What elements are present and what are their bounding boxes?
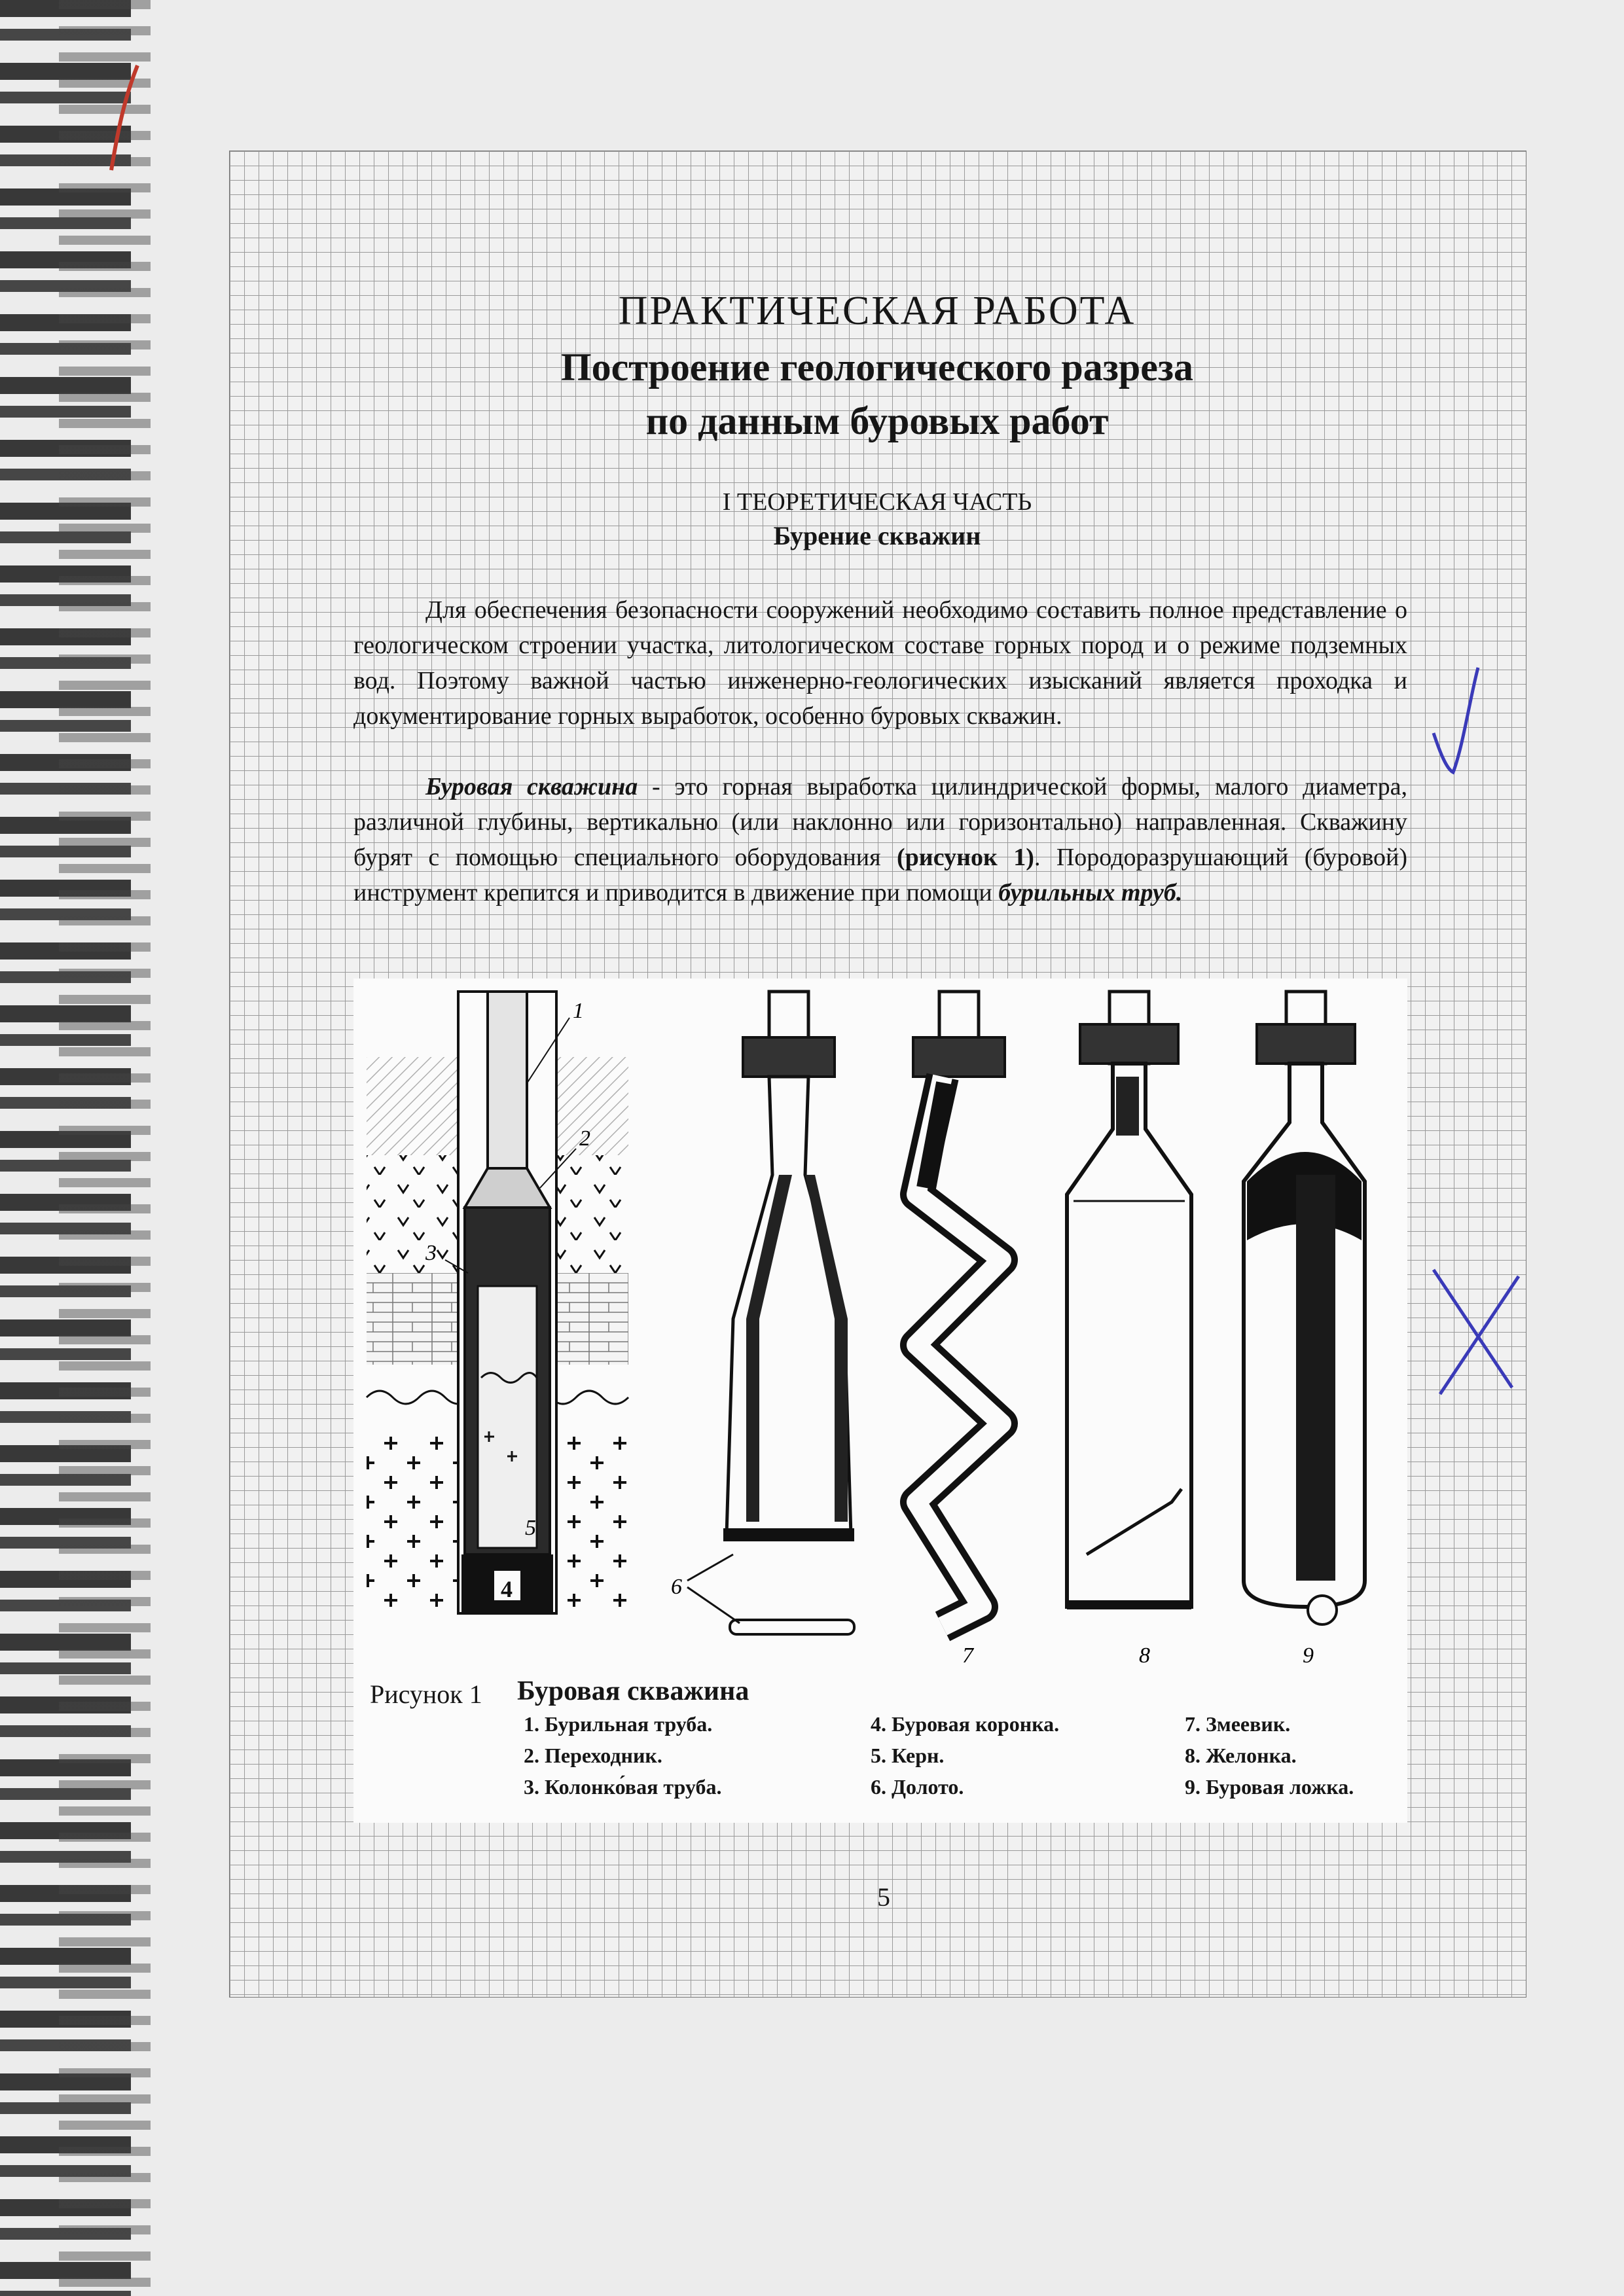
tool-chisel-bit: [687, 992, 854, 1634]
legend-column-3: [1185, 1708, 1354, 1803]
figure-caption-title: Буровая скважина: [517, 1676, 749, 1706]
legend-item: 1. Бурильная труба.: [524, 1712, 713, 1736]
tool-spoon: [1244, 992, 1365, 1624]
label-5: 5: [525, 1516, 536, 1540]
borehole-section: [367, 992, 628, 1613]
paragraph-1-block: [353, 592, 1407, 734]
legend-column-2: [871, 1708, 1059, 1803]
legend-item: 8. Желонка.: [1185, 1744, 1297, 1767]
legend-column-1: [524, 1708, 721, 1803]
subtitle-line-2: по данным буровых работ: [645, 399, 1109, 442]
page-title: ПРАКТИЧЕСКАЯ РАБОТА: [618, 289, 1136, 333]
legend-item: 6. Долото.: [871, 1775, 964, 1799]
legend-item: 7. Змеевик.: [1185, 1712, 1291, 1736]
legend-item: 2. Переходник.: [524, 1744, 662, 1767]
label-7: 7: [962, 1643, 973, 1666]
label-2: 2: [579, 1126, 590, 1151]
label-8: 8: [1139, 1643, 1150, 1666]
paragraph-1-text: Для обеспечения безопасности сооружений необходимо составить полное представление о геологическом строении участка, литологическом составе горных пород и о режиме подземных вод. Поэтому важной частью инженерно-геологических изысканий является проходка и документирование горных выработок, особенно буровых скважин.: [353, 596, 1407, 730]
red-pen-mark: [98, 59, 157, 177]
paragraph-2-text-a: - это горная выработка цилиндрической формы, малого диаметра, различной глубины, вертикально (или наклонно или горизонтально) направленная. Скважину бурят с помощью специального оборудования: [353, 773, 1407, 871]
scanner-edge-noise-secondary: [59, 0, 151, 2296]
term-drill-pipes: бурильных труб.: [998, 879, 1183, 906]
label-1: 1: [573, 999, 584, 1023]
label-3: 3: [425, 1241, 437, 1265]
figure-borehole: [353, 978, 1407, 1823]
handwritten-cross-icon: [1420, 1257, 1525, 1401]
tool-auger: [913, 992, 1005, 1626]
legend-item: 5. Керн.: [871, 1744, 945, 1767]
legend-item: 3. Колонко́вая труба.: [524, 1775, 722, 1799]
term-borehole: Буровая скважина: [425, 773, 638, 800]
paragraph-2-text-b: . Породоразрушающий (буровой) инструмент крепится и приводится в движение при помощи: [353, 844, 1407, 906]
label-4: 4: [501, 1576, 513, 1602]
paragraph-2: [353, 769, 1407, 910]
figure-caption-label: Рисунок 1: [370, 1679, 482, 1709]
page-subtitle: [229, 340, 1525, 448]
section-subheading: Бурение скважин: [773, 521, 981, 550]
paragraph-1: [353, 592, 1407, 734]
section-heading: I ТЕОРЕТИЧЕСКАЯ ЧАСТЬ: [722, 488, 1032, 516]
figure-reference: (рисунок 1): [897, 844, 1034, 871]
tool-bailer: [1067, 992, 1191, 1609]
subtitle-line-1: Построение геологического разреза: [560, 346, 1193, 389]
label-6: 6: [671, 1575, 682, 1599]
page-number: 5: [877, 1882, 890, 1912]
legend-item: 9. Буровая ложка.: [1185, 1775, 1354, 1799]
label-9: 9: [1303, 1643, 1314, 1666]
paragraph-2-block: [353, 769, 1407, 910]
figure-drawing: [353, 978, 1407, 1666]
handwritten-check-icon: [1427, 661, 1486, 779]
legend-item: 4. Буровая коронка.: [871, 1712, 1060, 1736]
